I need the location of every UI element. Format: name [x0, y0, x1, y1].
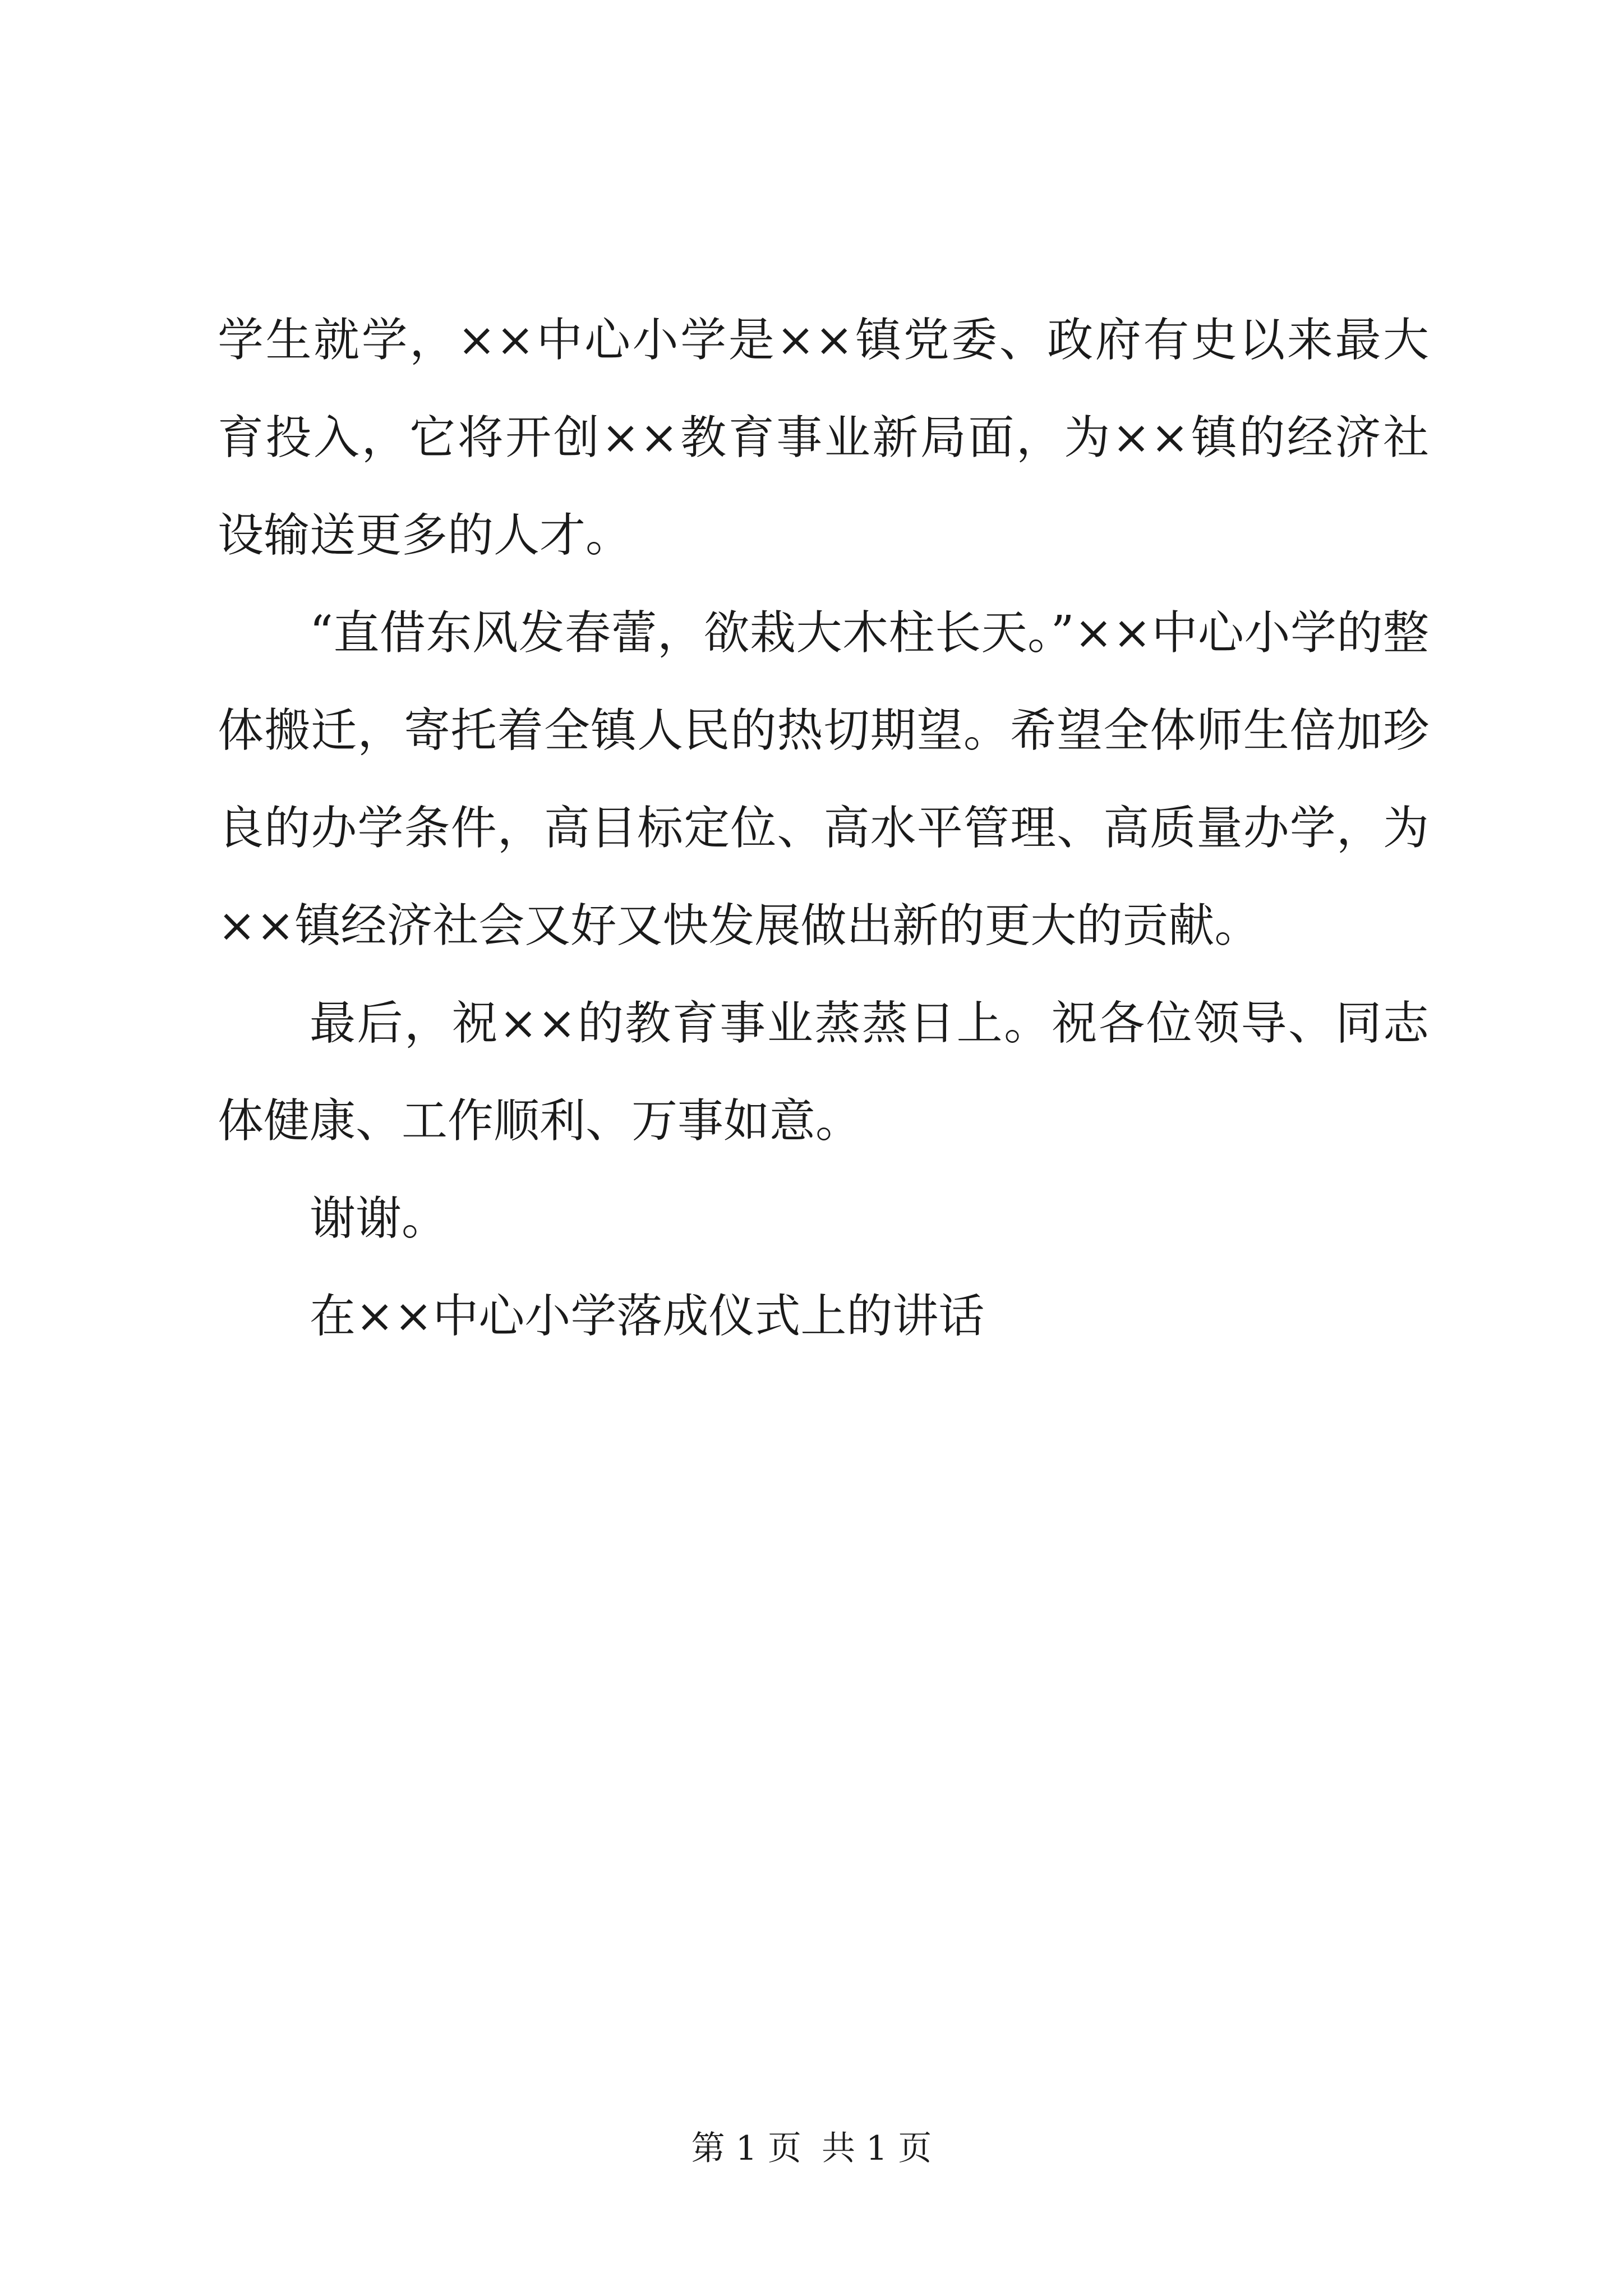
document-body: [218, 292, 1429, 1365]
text-line: 育投入，它将开创××教育事业新局面，为××镇的经济社: [218, 411, 1429, 464]
paragraph-4: [218, 1170, 1429, 1268]
text-line: ××镇经济社会又好又快发展做出新的更大的贡献。: [218, 899, 1261, 953]
page-number-total: 共 1 页: [822, 2129, 932, 2168]
paragraph-2: [218, 585, 1429, 975]
text-line: 学生就学，××中心小学是××镇党委、政府有史以来最大: [218, 314, 1429, 367]
text-line: 最后，祝××的教育事业蒸蒸日上。祝各位领导、同志: [310, 997, 1429, 1050]
paragraph-5-title: [218, 1268, 1429, 1365]
text-line: 在××中心小学落成仪式上的讲话: [310, 1290, 985, 1343]
page-number-current: 第 1 页: [691, 2129, 801, 2168]
text-line: 谢谢。: [310, 1192, 448, 1245]
text-line: 设输送更多的人才。: [218, 509, 632, 562]
text-line: “直借东风发春蕾，欲栽大木柱长天。”××中心小学的整: [310, 606, 1429, 660]
paragraph-3: [218, 975, 1429, 1170]
text-line: 体健康、工作顺利、万事如意。: [218, 1094, 862, 1148]
text-line: 体搬迁，寄托着全镇人民的热切期望。希望全体师生倍加珍: [218, 704, 1429, 757]
paragraph-1: [218, 292, 1429, 585]
page-footer: [0, 2126, 1623, 2171]
text-line: 良的办学条件，高目标定位、高水平管理、高质量办学，为: [218, 802, 1429, 855]
